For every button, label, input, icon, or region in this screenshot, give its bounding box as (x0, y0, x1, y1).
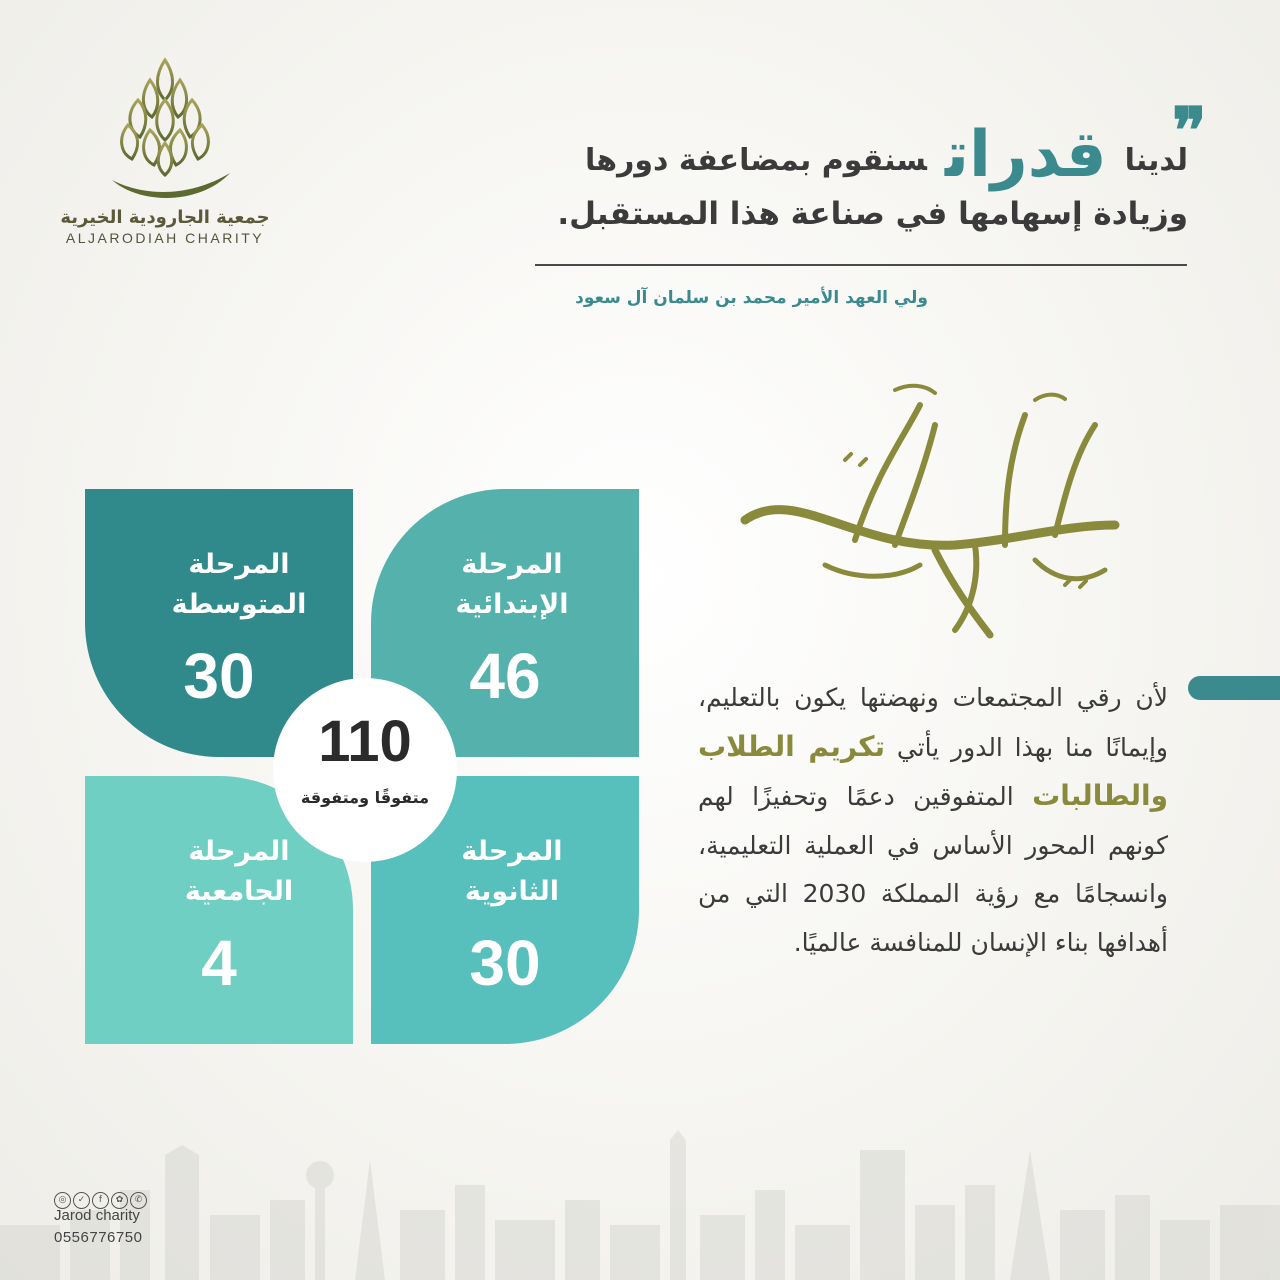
paragraph-accent-bar (1188, 676, 1280, 700)
stat-primary-value: 46 (469, 640, 541, 712)
logo-name-english: ALJARODIAH CHARITY (65, 230, 265, 246)
paragraph-part-1: لأن رقي المجتمعات ونهضتها يكون بالتعليم، وإيمانًا منا بهذا الدور يأتي (698, 683, 1168, 762)
phone-number: 0556776750 (54, 1229, 143, 1246)
stat-middle-label-2: المتوسطة (171, 589, 307, 620)
quote-highlight-word: قدرات (944, 118, 1107, 192)
twitter-icon[interactable]: ✓ (73, 1192, 90, 1209)
description-paragraph (698, 674, 1168, 967)
stat-primary-label-2: الإبتدائية (455, 589, 569, 620)
social-handle: Jarod charity (54, 1207, 140, 1224)
snapchat-icon[interactable]: ✿ (111, 1192, 128, 1209)
wheat-icon (90, 55, 240, 205)
quote-word-after: سنقوم بمضاعفة دورها (585, 143, 927, 178)
city-skyline-image (0, 1130, 1280, 1280)
total-circle (273, 678, 457, 862)
quote-mark-icon: ❞ (1172, 94, 1207, 169)
quote-word-before: لدينا (1124, 143, 1188, 178)
stat-secondary-label-1: المرحلة (461, 836, 563, 867)
instagram-icon[interactable]: ◎ (54, 1192, 71, 1209)
charity-logo (60, 55, 270, 265)
stat-university-value: 4 (201, 927, 237, 999)
total-value: 110 (318, 709, 412, 774)
stat-secondary-label-2: الثانوية (464, 876, 560, 907)
stat-primary-label-1: المرحلة (461, 549, 563, 580)
stat-middle-value: 30 (183, 640, 255, 712)
quote-line-1 (585, 118, 1188, 192)
quote-author: ولي العهد الأمير محمد بن سلمان آل سعود (575, 288, 928, 308)
stat-university-label-2: الجامعية (184, 876, 294, 907)
paragraph-part-2: المتفوقين دعمًا وتحفيزًا لهم كونهم المحور الأساس في العملية التعليمية، وانسجامًا مع رؤية المملكة 2030 التي من أهدافها بناء الإنسان للمنافسة عالميًا. (698, 782, 1168, 957)
calligraphy-image (735, 375, 1135, 645)
stat-middle-label-1: المرحلة (188, 549, 290, 580)
total-caption: متفوقًا ومتفوقة (300, 788, 430, 807)
quote-divider (535, 264, 1187, 266)
logo-name-arabic: جمعية الجارودية الخيرية (60, 207, 270, 228)
facebook-icon[interactable]: f (92, 1192, 109, 1209)
stat-university-label-1: المرحلة (188, 836, 290, 867)
social-icons (54, 1187, 149, 1209)
paragraph-highlight: تكريم الطلاب والطالبات (698, 729, 1168, 812)
whatsapp-icon[interactable]: ✆ (130, 1192, 147, 1209)
stat-secondary-value: 30 (469, 927, 541, 999)
quote-line-2: وزيادة إسهامها في صناعة هذا المستقبل. (557, 196, 1188, 232)
